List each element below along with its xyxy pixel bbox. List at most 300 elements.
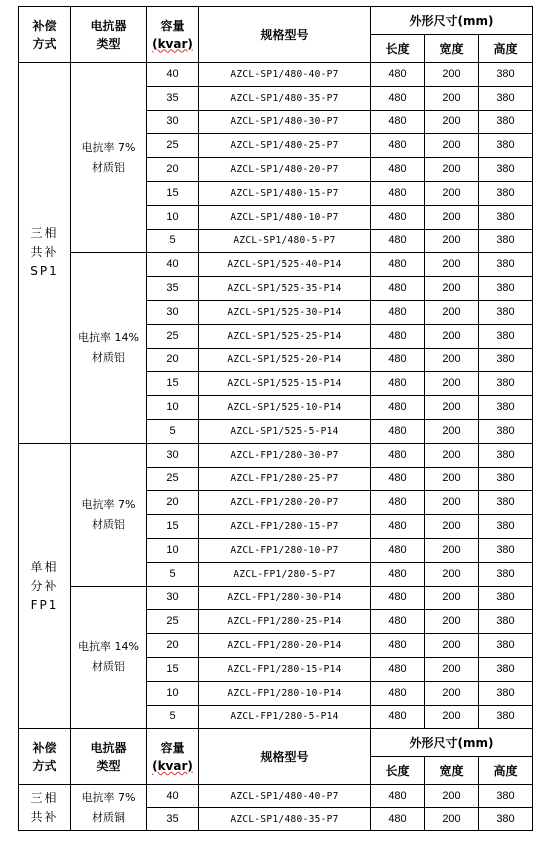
model-value: AZCL-SP1/525-40-P14 <box>227 259 342 271</box>
length-value: 480 <box>388 686 407 699</box>
model-value: AZCL-FP1/280-15-P7 <box>230 521 339 533</box>
length-cell <box>371 610 425 634</box>
width-cell <box>425 324 479 348</box>
width-value: 200 <box>442 448 461 461</box>
length-cell <box>371 419 425 443</box>
height-cell <box>479 785 533 808</box>
length-value: 480 <box>388 812 407 825</box>
capacity-cell <box>147 808 199 831</box>
capacity-value: 25 <box>166 615 179 628</box>
mode-group-cell <box>19 443 71 729</box>
length-value: 480 <box>388 210 407 223</box>
header-reactor <box>71 729 147 785</box>
length-value: 480 <box>388 353 407 366</box>
width-value: 200 <box>442 329 461 342</box>
model-value: AZCL-FP1/280-10-P7 <box>230 544 339 556</box>
width-value: 200 <box>442 305 461 318</box>
height-value: 380 <box>496 234 515 247</box>
width-value: 200 <box>442 115 461 128</box>
mode-line: 共补 <box>30 809 59 824</box>
capacity-cell <box>147 86 199 110</box>
reactor-line: 电抗率 14% <box>78 331 139 345</box>
table-row <box>19 443 533 467</box>
capacity-cell <box>147 324 199 348</box>
height-value: 380 <box>496 91 515 104</box>
reactor-line: 电抗率 7% <box>81 790 136 804</box>
capacity-value: 10 <box>166 543 179 556</box>
capacity-cell <box>147 657 199 681</box>
capacity-cell <box>147 229 199 253</box>
height-cell <box>479 562 533 586</box>
capacity-value: 15 <box>166 662 179 675</box>
length-cell <box>371 253 425 277</box>
length-value: 480 <box>388 424 407 437</box>
height-value: 380 <box>496 567 515 580</box>
header-width <box>425 757 479 785</box>
width-cell <box>425 808 479 831</box>
model-cell <box>199 205 371 229</box>
width-value: 200 <box>442 520 461 533</box>
reactor-type-cell <box>71 63 147 253</box>
model-value: AZCL-FP1/280-25-P14 <box>227 616 342 628</box>
length-value: 480 <box>388 615 407 628</box>
model-value: AZCL-SP1/480-40-P7 <box>230 68 339 80</box>
height-cell <box>479 657 533 681</box>
capacity-value: 15 <box>166 377 179 390</box>
header-dimensions-label: 外形尺寸(mm) <box>409 735 494 750</box>
model-cell <box>199 181 371 205</box>
height-cell <box>479 277 533 301</box>
length-value: 480 <box>388 448 407 461</box>
model-cell <box>199 467 371 491</box>
height-cell <box>479 134 533 158</box>
capacity-cell <box>147 586 199 610</box>
mode-group-cell <box>19 63 71 444</box>
length-cell <box>371 181 425 205</box>
width-cell <box>425 205 479 229</box>
width-cell <box>425 634 479 658</box>
width-value: 200 <box>442 424 461 437</box>
header-length <box>371 35 425 63</box>
width-value: 200 <box>442 543 461 556</box>
capacity-value: 40 <box>166 258 179 271</box>
length-value: 480 <box>388 543 407 556</box>
capacity-cell <box>147 491 199 515</box>
model-cell <box>199 63 371 87</box>
model-cell <box>199 134 371 158</box>
length-cell <box>371 705 425 729</box>
capacity-cell <box>147 419 199 443</box>
height-cell <box>479 491 533 515</box>
header-width-label: 宽度 <box>439 763 464 778</box>
header-height-label: 高度 <box>493 763 518 778</box>
model-cell <box>199 491 371 515</box>
width-value: 200 <box>442 591 461 604</box>
header-height <box>479 757 533 785</box>
reactor-type-cell <box>71 443 147 586</box>
height-value: 380 <box>496 305 515 318</box>
height-cell <box>479 467 533 491</box>
width-value: 200 <box>442 789 461 802</box>
height-cell <box>479 538 533 562</box>
capacity-cell <box>147 467 199 491</box>
header-capacity-line: 容量 <box>160 740 185 755</box>
width-cell <box>425 134 479 158</box>
length-cell <box>371 443 425 467</box>
table-row <box>19 63 533 87</box>
header-length-label: 长度 <box>385 41 410 56</box>
width-cell <box>425 586 479 610</box>
model-value: AZCL-SP1/480-25-P7 <box>230 140 339 152</box>
model-cell <box>199 634 371 658</box>
mode-line: SP1 <box>30 264 59 279</box>
width-value: 200 <box>442 258 461 271</box>
model-cell <box>199 657 371 681</box>
length-value: 480 <box>388 282 407 295</box>
model-value: AZCL-FP1/280-20-P14 <box>227 640 342 652</box>
length-cell <box>371 515 425 539</box>
height-value: 380 <box>496 543 515 556</box>
capacity-value: 10 <box>166 401 179 414</box>
height-cell <box>479 158 533 182</box>
capacity-cell <box>147 634 199 658</box>
length-cell <box>371 277 425 301</box>
header-row-2 <box>19 729 533 757</box>
capacity-value: 5 <box>169 234 176 247</box>
model-value: AZCL-SP1/525-15-P14 <box>227 378 342 390</box>
width-cell <box>425 63 479 87</box>
capacity-cell <box>147 205 199 229</box>
capacity-value: 25 <box>166 472 179 485</box>
length-value: 480 <box>388 163 407 176</box>
model-value: AZCL-SP1/525-5-P14 <box>230 425 339 437</box>
width-cell <box>425 300 479 324</box>
reactor-line: 电抗率 14% <box>78 640 139 654</box>
height-cell <box>479 419 533 443</box>
height-value: 380 <box>496 662 515 675</box>
length-value: 480 <box>388 186 407 199</box>
capacity-value: 10 <box>166 686 179 699</box>
length-value: 480 <box>388 710 407 723</box>
capacity-cell <box>147 610 199 634</box>
height-cell <box>479 396 533 420</box>
height-cell <box>479 300 533 324</box>
width-cell <box>425 443 479 467</box>
reactor-line: 材质铝 <box>92 160 125 174</box>
mode-line: 单相 <box>30 559 59 574</box>
width-value: 200 <box>442 662 461 675</box>
length-value: 480 <box>388 567 407 580</box>
capacity-value: 10 <box>166 210 179 223</box>
reactor-type-cell <box>71 785 147 831</box>
length-cell <box>371 586 425 610</box>
width-value: 200 <box>442 186 461 199</box>
reactor-line: 电抗率 7% <box>81 140 136 154</box>
height-value: 380 <box>496 163 515 176</box>
capacity-value: 35 <box>166 812 179 825</box>
capacity-cell <box>147 515 199 539</box>
length-value: 480 <box>388 591 407 604</box>
height-cell <box>479 372 533 396</box>
width-value: 200 <box>442 234 461 247</box>
header-height <box>479 35 533 63</box>
header-mode-line: 方式 <box>32 36 57 51</box>
reactor-type-cell <box>71 586 147 729</box>
length-cell <box>371 86 425 110</box>
width-value: 200 <box>442 91 461 104</box>
capacity-value: 25 <box>166 139 179 152</box>
length-cell <box>371 300 425 324</box>
capacity-value: 30 <box>166 115 179 128</box>
model-value: AZCL-FP1/280-25-P7 <box>230 473 339 485</box>
capacity-value: 15 <box>166 186 179 199</box>
length-value: 480 <box>388 639 407 652</box>
reactor-line: 材质铝 <box>92 660 125 674</box>
height-value: 380 <box>496 789 515 802</box>
height-value: 380 <box>496 424 515 437</box>
length-cell <box>371 785 425 808</box>
height-cell <box>479 443 533 467</box>
height-cell <box>479 253 533 277</box>
model-value: AZCL-FP1/280-10-P14 <box>227 687 342 699</box>
height-cell <box>479 705 533 729</box>
height-value: 380 <box>496 496 515 509</box>
header-capacity-unit: (kvar) <box>152 36 193 51</box>
length-value: 480 <box>388 472 407 485</box>
capacity-value: 25 <box>166 329 179 342</box>
height-value: 380 <box>496 591 515 604</box>
width-value: 200 <box>442 139 461 152</box>
header-length-label: 长度 <box>385 763 410 778</box>
height-cell <box>479 348 533 372</box>
model-cell <box>199 419 371 443</box>
width-cell <box>425 86 479 110</box>
width-cell <box>425 657 479 681</box>
header-reactor-line: 电抗器 <box>90 740 127 755</box>
width-value: 200 <box>442 496 461 509</box>
model-value: AZCL-FP1/280-15-P14 <box>227 663 342 675</box>
height-value: 380 <box>496 377 515 390</box>
header-capacity <box>147 729 199 785</box>
length-cell <box>371 634 425 658</box>
header-reactor-line: 类型 <box>96 36 121 51</box>
width-cell <box>425 372 479 396</box>
capacity-value: 5 <box>169 567 176 580</box>
reactor-line: 电抗率 7% <box>81 497 136 511</box>
height-cell <box>479 205 533 229</box>
length-cell <box>371 657 425 681</box>
length-value: 480 <box>388 91 407 104</box>
header-length <box>371 757 425 785</box>
model-value: AZCL-SP1/480-5-P7 <box>233 235 336 247</box>
model-cell <box>199 277 371 301</box>
model-cell <box>199 562 371 586</box>
model-value: AZCL-FP1/280-5-P14 <box>230 711 339 723</box>
height-value: 380 <box>496 401 515 414</box>
width-value: 200 <box>442 210 461 223</box>
capacity-value: 30 <box>166 305 179 318</box>
length-cell <box>371 348 425 372</box>
mode-group-cell <box>19 785 71 831</box>
capacity-value: 20 <box>166 353 179 366</box>
capacity-value: 5 <box>169 424 176 437</box>
model-value: AZCL-SP1/480-40-P7 <box>230 790 339 802</box>
table-row <box>19 785 533 808</box>
width-cell <box>425 515 479 539</box>
width-value: 200 <box>442 812 461 825</box>
length-value: 480 <box>388 305 407 318</box>
height-value: 380 <box>496 520 515 533</box>
header-model <box>199 729 371 785</box>
capacity-cell <box>147 372 199 396</box>
table-body <box>19 7 533 831</box>
length-cell <box>371 491 425 515</box>
capacity-cell <box>147 158 199 182</box>
capacity-value: 15 <box>166 520 179 533</box>
header-mode-line: 方式 <box>32 758 57 773</box>
capacity-cell <box>147 63 199 87</box>
reactor-spec-table <box>18 6 533 831</box>
capacity-value: 20 <box>166 639 179 652</box>
width-cell <box>425 181 479 205</box>
model-cell <box>199 324 371 348</box>
mode-line: 共补 <box>30 245 59 260</box>
model-cell <box>199 300 371 324</box>
height-value: 380 <box>496 329 515 342</box>
height-value: 380 <box>496 353 515 366</box>
height-value: 380 <box>496 686 515 699</box>
length-cell <box>371 324 425 348</box>
length-cell <box>371 158 425 182</box>
height-cell <box>479 634 533 658</box>
width-cell <box>425 396 479 420</box>
model-cell <box>199 515 371 539</box>
header-dimensions-label: 外形尺寸(mm) <box>409 13 494 28</box>
height-cell <box>479 586 533 610</box>
capacity-value: 20 <box>166 163 179 176</box>
width-cell <box>425 491 479 515</box>
model-value: AZCL-FP1/280-20-P7 <box>230 497 339 509</box>
width-value: 200 <box>442 67 461 80</box>
header-capacity <box>147 7 199 63</box>
width-value: 200 <box>442 353 461 366</box>
header-reactor-line: 类型 <box>96 758 121 773</box>
length-value: 480 <box>388 258 407 271</box>
model-value: AZCL-SP1/480-20-P7 <box>230 164 339 176</box>
model-value: AZCL-FP1/280-5-P7 <box>233 568 336 580</box>
capacity-cell <box>147 348 199 372</box>
header-model-label: 规格型号 <box>260 749 309 764</box>
capacity-cell <box>147 110 199 134</box>
width-cell <box>425 277 479 301</box>
width-value: 200 <box>442 639 461 652</box>
header-height-label: 高度 <box>493 41 518 56</box>
capacity-cell <box>147 181 199 205</box>
model-value: AZCL-FP1/280-30-P14 <box>227 592 342 604</box>
model-value: AZCL-SP1/525-20-P14 <box>227 354 342 366</box>
length-cell <box>371 372 425 396</box>
header-width-label: 宽度 <box>439 41 464 56</box>
model-value: AZCL-SP1/480-35-P7 <box>230 813 339 825</box>
header-reactor <box>71 7 147 63</box>
width-cell <box>425 467 479 491</box>
capacity-cell <box>147 705 199 729</box>
model-cell <box>199 538 371 562</box>
mode-line: 分补 <box>30 578 59 593</box>
model-cell <box>199 785 371 808</box>
length-value: 480 <box>388 496 407 509</box>
capacity-cell <box>147 253 199 277</box>
capacity-value: 20 <box>166 496 179 509</box>
height-value: 380 <box>496 139 515 152</box>
model-cell <box>199 610 371 634</box>
model-value: AZCL-SP1/480-35-P7 <box>230 92 339 104</box>
height-cell <box>479 324 533 348</box>
height-value: 380 <box>496 115 515 128</box>
width-cell <box>425 253 479 277</box>
model-cell <box>199 86 371 110</box>
height-cell <box>479 515 533 539</box>
length-cell <box>371 63 425 87</box>
length-cell <box>371 538 425 562</box>
header-mode <box>19 7 71 63</box>
model-value: AZCL-SP1/525-30-P14 <box>227 306 342 318</box>
length-value: 480 <box>388 139 407 152</box>
length-value: 480 <box>388 329 407 342</box>
model-cell <box>199 586 371 610</box>
reactor-line: 材质铜 <box>92 810 125 824</box>
model-cell <box>199 443 371 467</box>
table-row <box>19 253 533 277</box>
width-cell <box>425 705 479 729</box>
model-cell <box>199 808 371 831</box>
height-cell <box>479 181 533 205</box>
width-cell <box>425 229 479 253</box>
capacity-value: 40 <box>166 67 179 80</box>
model-value: AZCL-SP1/525-25-P14 <box>227 330 342 342</box>
mode-line: 三相 <box>30 790 59 805</box>
width-cell <box>425 538 479 562</box>
width-value: 200 <box>442 377 461 390</box>
height-value: 380 <box>496 812 515 825</box>
length-cell <box>371 562 425 586</box>
header-capacity-unit: (kvar) <box>152 758 193 773</box>
capacity-cell <box>147 300 199 324</box>
length-value: 480 <box>388 401 407 414</box>
width-cell <box>425 785 479 808</box>
model-cell <box>199 681 371 705</box>
width-value: 200 <box>442 567 461 580</box>
header-reactor-line: 电抗器 <box>90 18 127 33</box>
model-value: AZCL-SP1/525-35-P14 <box>227 283 342 295</box>
header-row <box>19 7 533 35</box>
capacity-cell <box>147 538 199 562</box>
model-cell <box>199 396 371 420</box>
width-cell <box>425 419 479 443</box>
height-cell <box>479 86 533 110</box>
header-mode <box>19 729 71 785</box>
width-value: 200 <box>442 282 461 295</box>
header-dimensions <box>371 729 533 757</box>
length-cell <box>371 229 425 253</box>
height-value: 380 <box>496 472 515 485</box>
model-value: AZCL-FP1/280-30-P7 <box>230 449 339 461</box>
width-cell <box>425 562 479 586</box>
model-cell <box>199 158 371 182</box>
width-value: 200 <box>442 710 461 723</box>
model-cell <box>199 229 371 253</box>
height-value: 380 <box>496 210 515 223</box>
